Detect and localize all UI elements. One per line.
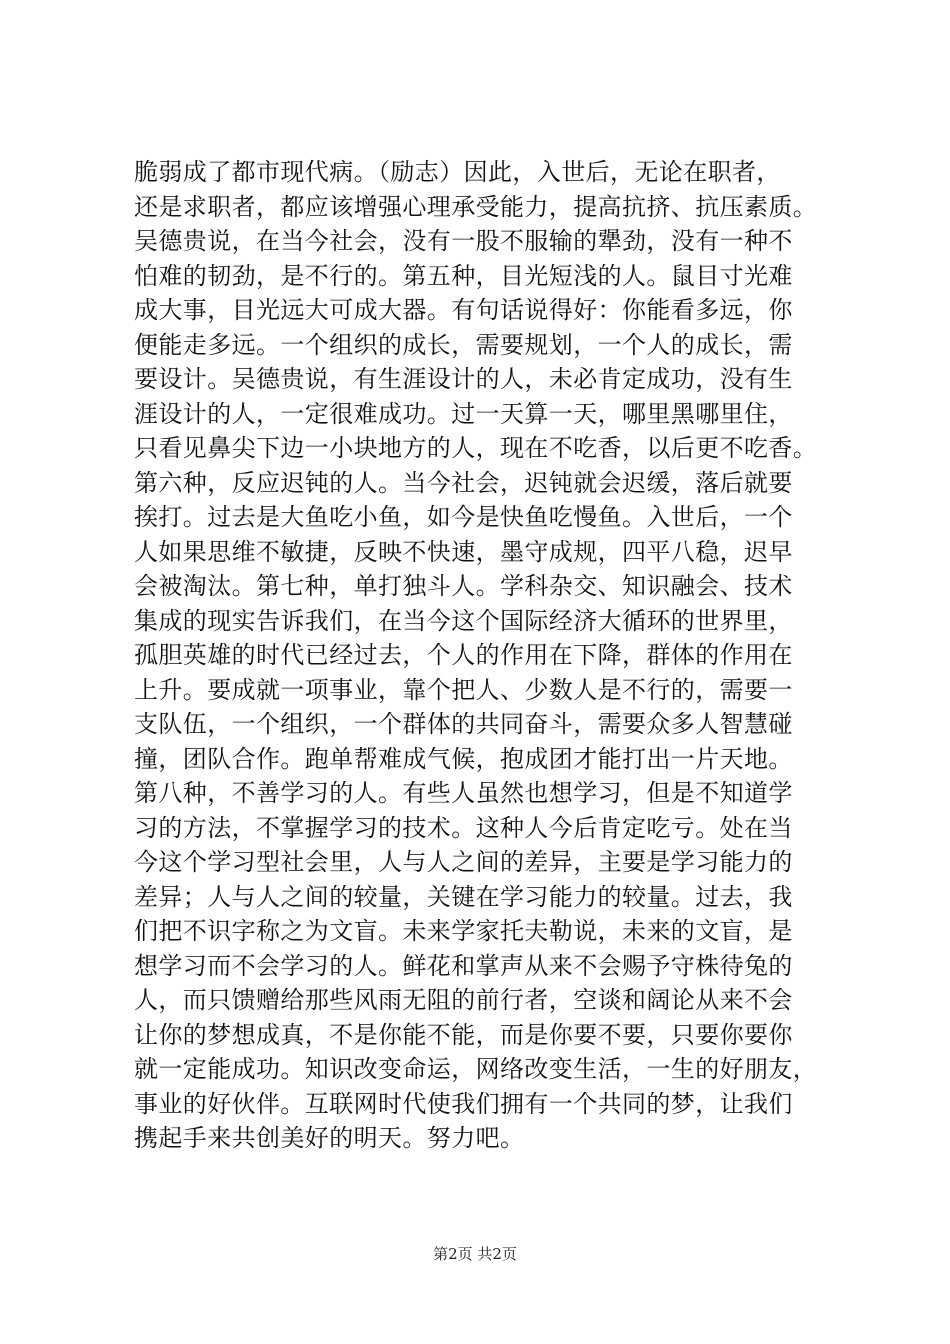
- text-line: 第八种，不善学习的人。有些人虽然也想学习，但是不知道学: [134, 779, 793, 807]
- text-line: 携起手来共创美好的明天。努力吧。: [134, 1124, 525, 1152]
- text-line: 孤胆英雄的时代已经过去，个人的作用在下降，群体的作用在: [134, 641, 793, 669]
- text-line: 挨打。过去是大鱼吃小鱼，如今是快鱼吃慢鱼。入世后，一个: [134, 503, 793, 531]
- page-number-footer: 第2页 共2页: [433, 1245, 517, 1263]
- text-line: 习的方法，不掌握学习的技术。这种人今后肯定吃亏。处在当: [134, 813, 793, 842]
- text-line: 集成的现实告诉我们，在当今这个国际经济大循环的世界里，: [134, 606, 793, 635]
- text-line: 要设计。吴德贵说，有生涯设计的人，未必肯定成功，没有生: [134, 365, 793, 393]
- text-line: 怕难的韧劲，是不行的。第五种，目光短浅的人。鼠目寸光难: [134, 261, 793, 290]
- text-line: 还是求职者，都应该增强心理承受能力，提高抗挤、抗压素质。: [134, 192, 818, 221]
- text-line: 吴德贵说，在当今社会，没有一股不服输的犟劲，没有一种不: [134, 227, 793, 255]
- text-line: 今这个学习型社会里，人与人之间的差异，主要是学习能力的: [134, 848, 793, 876]
- body-text: [134, 155, 834, 1156]
- text-line: 想学习而不会学习的人。鲜花和掌声从来不会赐予守株待兔的: [134, 951, 793, 980]
- text-line: 人如果思维不敏捷，反映不快速，墨守成规，四平八稳，迟早: [134, 537, 793, 566]
- text-line: 成大事，目光远大可成大器。有句话说得好：你能看多远，你: [134, 296, 793, 324]
- text-line: 让你的梦想成真，不是你能不能，而是你要不要，只要你要你: [134, 1020, 793, 1049]
- text-line: 会被淘汰。第七种，单打独斗人。学科杂交、知识融会、技术: [134, 572, 793, 600]
- text-line: 便能走多远。一个组织的成长，需要规划，一个人的成长，需: [134, 330, 793, 359]
- text-line: 脆弱成了都市现代病。（励志）因此，入世后，无论在职者，: [134, 158, 781, 186]
- text-line: 就一定能成功。知识改变命运，网络改变生活，一生的好朋友，: [134, 1055, 818, 1083]
- text-line: 只看见鼻尖下边一小块地方的人，现在不吃香，以后更不吃香。: [134, 434, 818, 462]
- text-line: 事业的好伙伴。互联网时代使我们拥有一个共同的梦，让我们: [134, 1089, 793, 1118]
- text-line: 支队伍，一个组织，一个群体的共同奋斗，需要众多人智慧碰: [134, 710, 793, 738]
- text-line: 们把不识字称之为文盲。未来学家托夫勒说，未来的文盲，是: [134, 917, 793, 945]
- text-line: 差异；人与人之间的较量，关键在学习能力的较量。过去，我: [134, 882, 793, 911]
- text-line: 涯设计的人，一定很难成功。过一天算一天，哪里黑哪里住，: [134, 399, 793, 428]
- text-line: 上升。要成就一项事业，靠个把人、少数人是不行的，需要一: [134, 675, 793, 704]
- text-line: 第六种，反应迟钝的人。当今社会，迟钝就会迟缓，落后就要: [134, 468, 793, 497]
- text-line: 人，而只馈赠给那些风雨无阻的前行者，空谈和阔论从来不会: [134, 986, 793, 1014]
- text-line: 撞，团队合作。跑单帮难成气候，抱成团才能打出一片天地。: [134, 744, 793, 773]
